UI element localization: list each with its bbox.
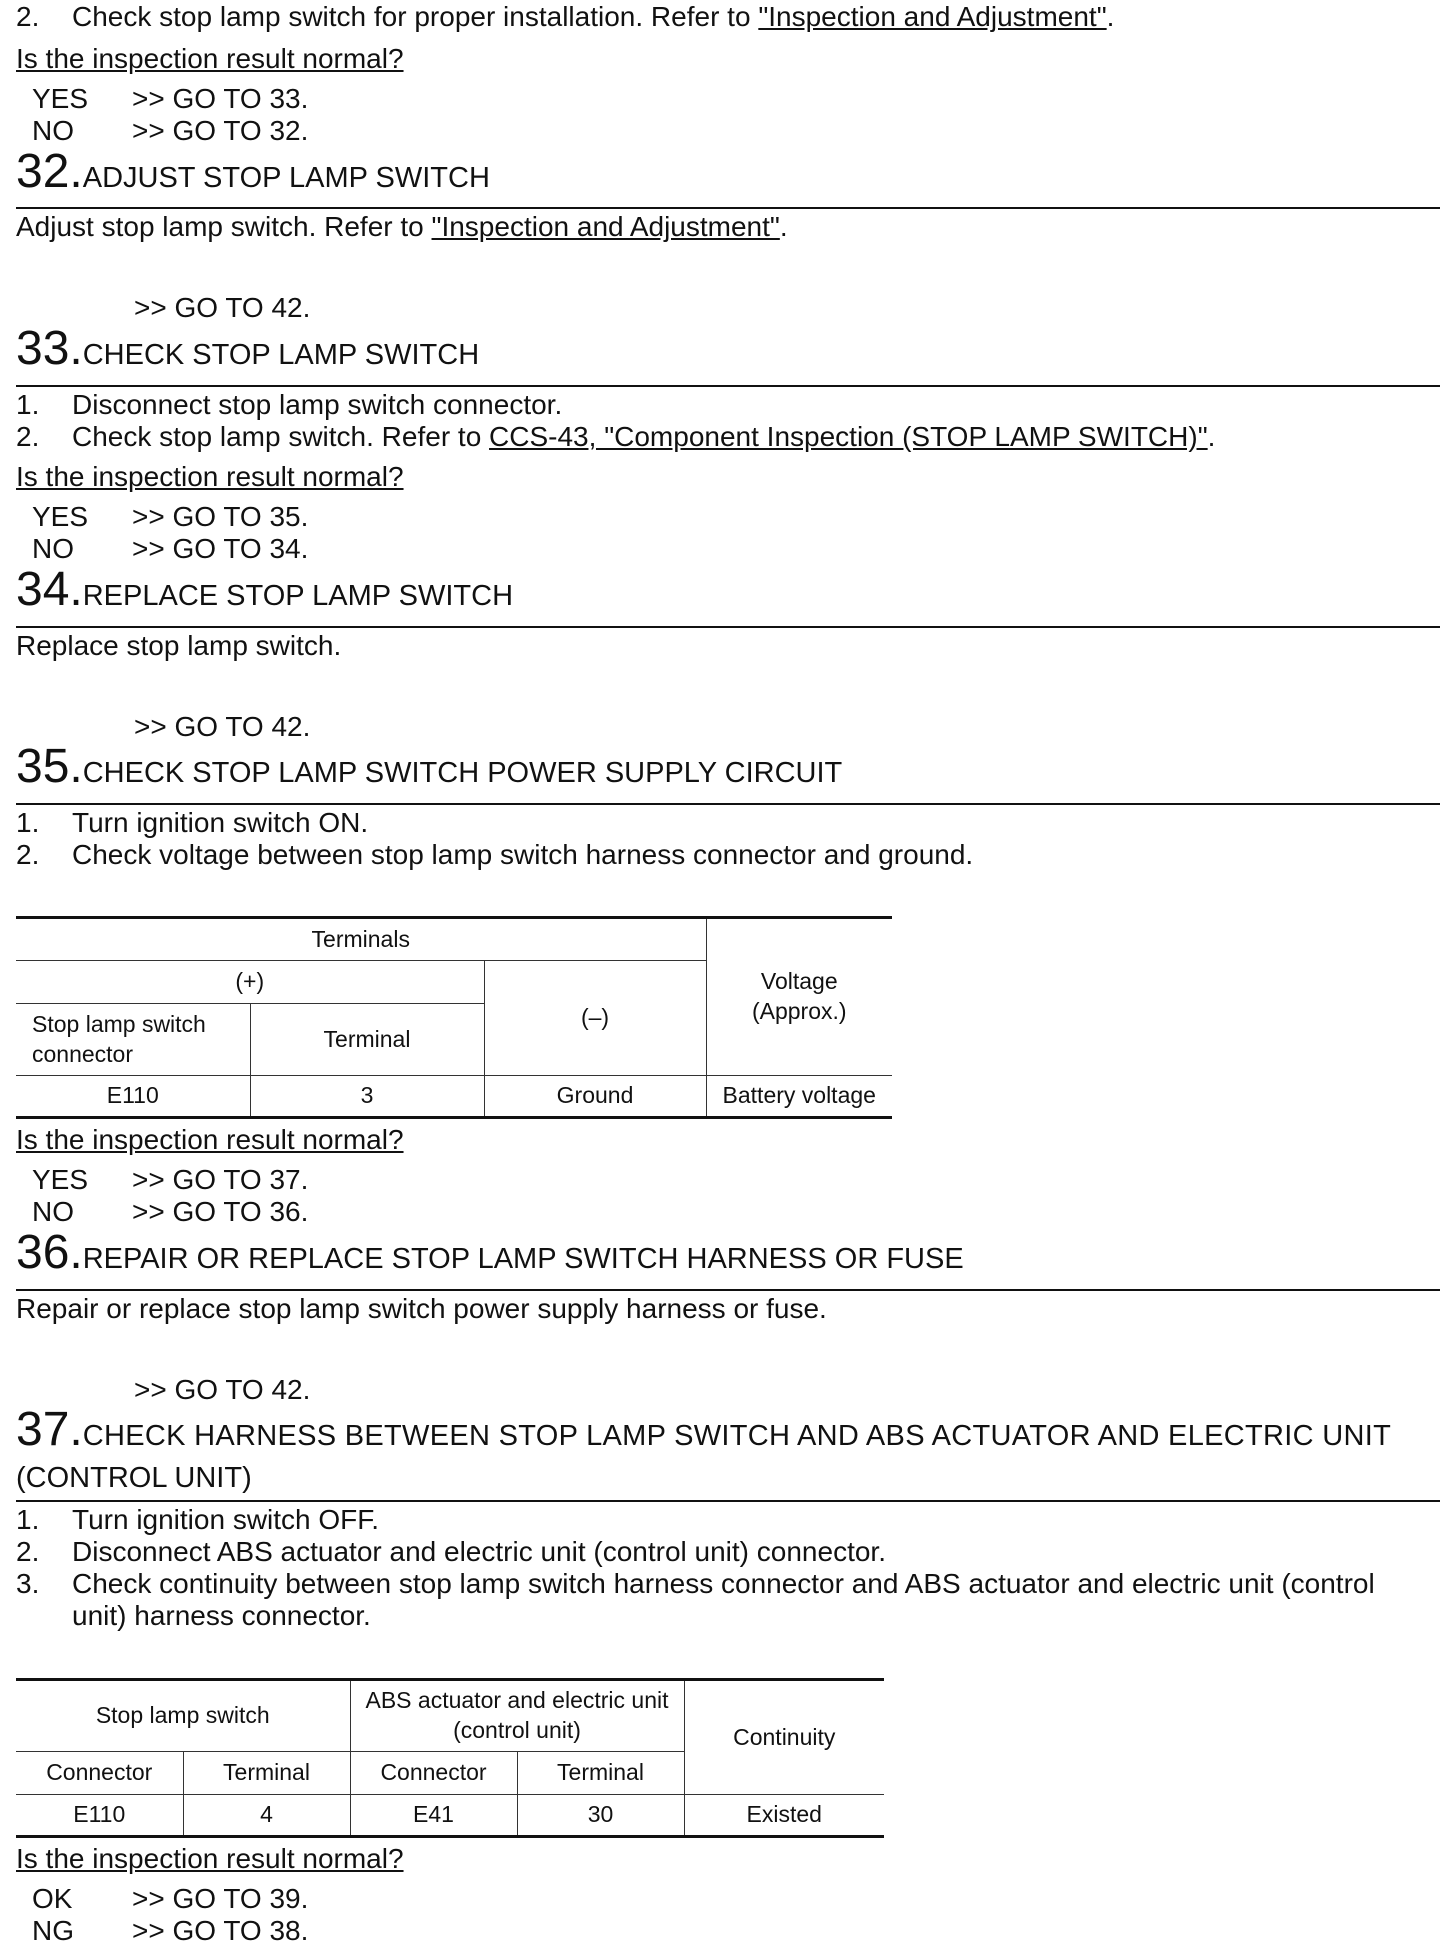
divider <box>16 1500 1440 1502</box>
table-header-plus: (+) <box>16 961 484 1004</box>
step-33-heading: 33.CHECK STOP LAMP SWITCH <box>16 322 480 375</box>
step-37-heading: 37.CHECK HARNESS BETWEEN STOP LAMP SWITCH AND ABS ACTUATOR AND ELECTRIC UNIT <box>16 1403 1392 1456</box>
inspection-adjustment-link[interactable]: "Inspection and Adjustment" <box>758 1 1107 32</box>
step-35-heading: 35.CHECK STOP LAMP SWITCH POWER SUPPLY CIRCUIT <box>16 740 843 793</box>
step-34-heading: 34.REPLACE STOP LAMP SWITCH <box>16 563 514 616</box>
item-text: Check stop lamp switch for proper installation. Refer to <box>72 1 759 32</box>
divider <box>16 385 1440 387</box>
step-32-body: Adjust stop lamp switch. Refer to "Inspection and Adjustment". <box>16 211 788 242</box>
ok-branch: OK >> GO TO 39. <box>32 1883 309 1914</box>
list-item: 1. Disconnect stop lamp switch connector. <box>16 389 563 420</box>
list-item-cont: unit) harness connector. <box>72 1600 371 1631</box>
table-row: E110 3 Ground Battery voltage <box>16 1076 892 1118</box>
divider <box>16 1289 1440 1291</box>
inspection-question: Is the inspection result normal? <box>16 1124 404 1155</box>
table-header-connector: Stop lamp switch connector <box>16 1004 250 1076</box>
ng-branch: NG >> GO TO 38. <box>32 1915 309 1946</box>
table-header-stop-lamp-switch: Stop lamp switch <box>16 1680 350 1752</box>
step-34-goto: >> GO TO 42. <box>134 711 311 742</box>
list-item: 1. Turn ignition switch ON. <box>16 807 369 838</box>
table-header-voltage: Voltage (Approx.) <box>706 918 892 1076</box>
list-item: 2. Disconnect ABS actuator and electric unit (control unit) connector. <box>16 1536 886 1567</box>
step-32-heading: 32.ADJUST STOP LAMP SWITCH <box>16 145 490 198</box>
yes-branch: YES >> GO TO 33. <box>32 83 309 114</box>
no-branch: NO >> GO TO 32. <box>32 115 309 146</box>
table-row: E110 4 E41 30 Existed <box>16 1795 884 1837</box>
item-number: 2. <box>16 1 40 32</box>
inspection-question: Is the inspection result normal? <box>16 461 404 492</box>
continuity-table: Stop lamp switch ABS actuator and electric unit (control unit) Continuity Connector Terminal Connector Terminal E110 4 E41 30 Existed <box>16 1678 884 1838</box>
list-item: 2. Check stop lamp switch for proper installation. Refer to "Inspection and Adjustment". <box>16 1 1115 32</box>
table-header-continuity: Continuity <box>684 1680 884 1795</box>
divider <box>16 626 1440 628</box>
yes-branch: YES >> GO TO 35. <box>32 501 309 532</box>
list-item: 3. Check continuity between stop lamp switch harness connector and ABS actuator and electric unit (control <box>16 1568 1375 1599</box>
step-36-body: Repair or replace stop lamp switch power supply harness or fuse. <box>16 1293 827 1324</box>
inspection-adjustment-link[interactable]: "Inspection and Adjustment" <box>431 211 780 242</box>
no-branch: NO >> GO TO 34. <box>32 533 309 564</box>
list-item: 2. Check voltage between stop lamp switch harness connector and ground. <box>16 839 974 870</box>
step-32-goto: >> GO TO 42. <box>134 292 311 323</box>
step-36-goto: >> GO TO 42. <box>134 1374 311 1405</box>
divider <box>16 803 1440 805</box>
table-header-abs-unit: ABS actuator and electric unit (control unit) <box>350 1680 684 1752</box>
table-header-terminal: Terminal <box>250 1004 484 1076</box>
voltage-table <box>16 916 892 1119</box>
no-branch: NO >> GO TO 36. <box>32 1196 309 1227</box>
divider <box>16 207 1440 209</box>
step-37-heading-cont: (CONTROL UNIT) <box>16 1462 252 1494</box>
list-item: 2. Check stop lamp switch. Refer to CCS-43, "Component Inspection (STOP LAMP SWITCH)". <box>16 421 1216 452</box>
component-inspection-link[interactable]: CCS-43, "Component Inspection (STOP LAMP SWITCH)" <box>489 421 1208 452</box>
step-34-body: Replace stop lamp switch. <box>16 630 342 661</box>
table-header-minus: (–) <box>484 961 706 1076</box>
step-36-heading: 36.REPAIR OR REPLACE STOP LAMP SWITCH HARNESS OR FUSE <box>16 1226 964 1279</box>
table-header-terminals: Terminals <box>16 918 706 961</box>
inspection-question: Is the inspection result normal? <box>16 1843 404 1874</box>
yes-branch: YES >> GO TO 37. <box>32 1164 309 1195</box>
inspection-question: Is the inspection result normal? <box>16 43 404 74</box>
list-item: 1. Turn ignition switch OFF. <box>16 1504 380 1535</box>
